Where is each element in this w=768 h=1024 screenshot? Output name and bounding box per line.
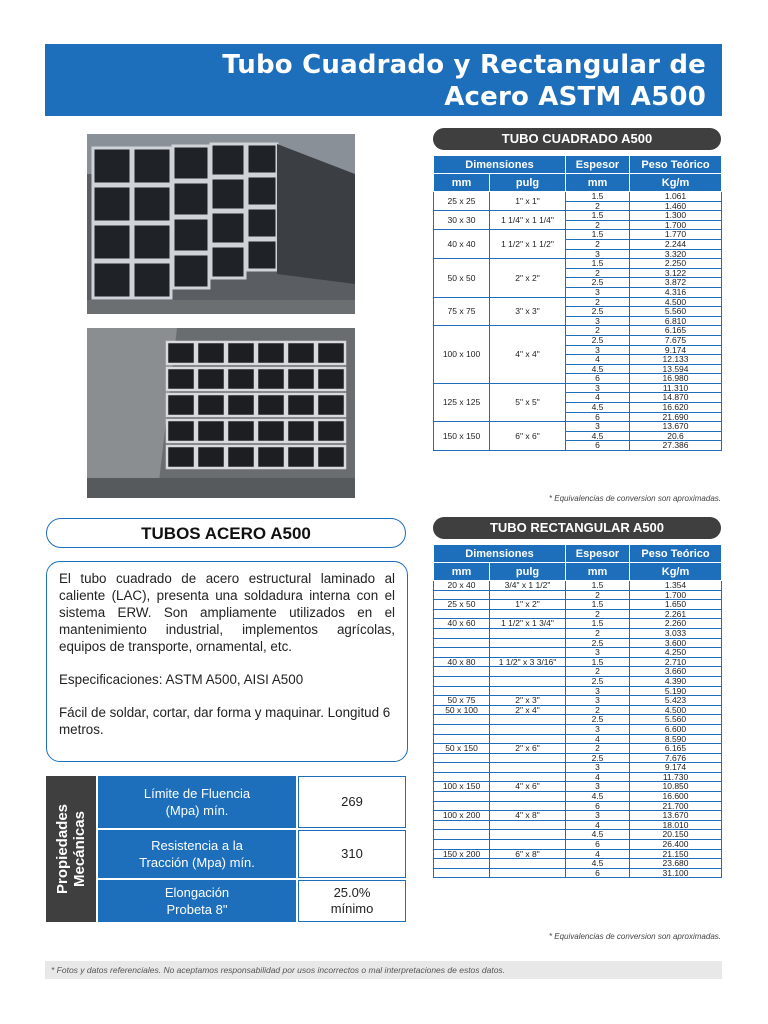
property-label-line: Límite de Fluencia xyxy=(143,786,251,801)
dimension-mm-cell: 100 x 150 xyxy=(434,782,490,792)
weight-cell: 3.033 xyxy=(630,628,722,638)
property-value-yield xyxy=(298,776,406,828)
dimension-mm-cell xyxy=(434,820,490,830)
thickness-cell: 3 xyxy=(566,287,630,297)
dimension-pulg-cell xyxy=(490,676,566,686)
weight-cell: 5.560 xyxy=(630,715,722,725)
property-value-elongation xyxy=(298,880,406,922)
rectangular-tubes-photo xyxy=(87,328,355,498)
weight-cell: 18.010 xyxy=(630,820,722,830)
square-tube-table xyxy=(433,155,722,451)
subheader-kgm: Kg/m xyxy=(630,174,722,192)
dimension-mm-cell: 40 x 40 xyxy=(434,230,490,259)
thickness-cell: 2.5 xyxy=(566,307,630,317)
dimension-mm-cell: 50 x 150 xyxy=(434,744,490,754)
table-row xyxy=(434,648,722,658)
weight-cell: 1.700 xyxy=(630,590,722,600)
weight-cell: 2.250 xyxy=(630,259,722,269)
dimension-pulg-cell xyxy=(490,667,566,677)
property-value-line: 310 xyxy=(341,846,363,861)
table-row xyxy=(434,259,722,269)
thickness-cell: 1.5 xyxy=(566,259,630,269)
dimension-pulg-cell: 6" x 8" xyxy=(490,849,566,859)
thickness-cell: 6 xyxy=(566,374,630,384)
thickness-cell: 6 xyxy=(566,412,630,422)
table-row xyxy=(434,628,722,638)
table-row xyxy=(434,868,722,878)
property-value-line: mínimo xyxy=(330,901,374,916)
square-tubes-photo xyxy=(87,134,355,314)
dimension-mm-cell: 75 x 75 xyxy=(434,297,490,326)
weight-cell: 27.386 xyxy=(630,441,722,451)
weight-cell: 1.650 xyxy=(630,600,722,610)
thickness-cell: 2 xyxy=(566,744,630,754)
weight-cell: 14.870 xyxy=(630,393,722,403)
dimension-pulg-cell: 4" x 4" xyxy=(490,326,566,384)
weight-cell: 1.300 xyxy=(630,211,722,221)
weight-cell: 16.620 xyxy=(630,403,722,413)
dimension-pulg-cell: 2" x 2" xyxy=(490,259,566,297)
dimension-mm-cell: 25 x 50 xyxy=(434,600,490,610)
property-value-line: 269 xyxy=(341,794,363,809)
thickness-cell: 2 xyxy=(566,667,630,677)
weight-cell: 10.850 xyxy=(630,782,722,792)
weight-cell: 13.670 xyxy=(630,422,722,432)
thickness-cell: 3 xyxy=(566,811,630,821)
thickness-cell: 4 xyxy=(566,355,630,365)
thickness-cell: 3 xyxy=(566,782,630,792)
weight-cell: 3.872 xyxy=(630,278,722,288)
weight-cell: 3.122 xyxy=(630,268,722,278)
weight-cell: 2.261 xyxy=(630,609,722,619)
page-title-line2: Acero ASTM A500 xyxy=(444,82,706,112)
weight-cell: 21.700 xyxy=(630,801,722,811)
weight-cell: 7.676 xyxy=(630,753,722,763)
dimension-pulg-cell: 6" x 6" xyxy=(490,422,566,451)
thickness-cell: 6 xyxy=(566,868,630,878)
weight-cell: 9.174 xyxy=(630,763,722,773)
dimension-pulg-cell: 4" x 8" xyxy=(490,811,566,821)
weight-cell: 4.500 xyxy=(630,297,722,307)
weight-cell: 20.150 xyxy=(630,830,722,840)
dimension-pulg-cell xyxy=(490,763,566,773)
weight-cell: 6.600 xyxy=(630,724,722,734)
thickness-cell: 2.5 xyxy=(566,278,630,288)
dimension-pulg-cell xyxy=(490,840,566,850)
page-title-line1: Tubo Cuadrado y Rectangular de xyxy=(222,50,706,80)
thickness-cell: 2 xyxy=(566,326,630,336)
property-value-tensile xyxy=(298,830,406,878)
weight-cell: 5.423 xyxy=(630,696,722,706)
table-row xyxy=(434,811,722,821)
rectangular-tube-table xyxy=(433,544,722,878)
thickness-cell: 1.5 xyxy=(566,600,630,610)
weight-cell: 23.680 xyxy=(630,859,722,869)
thickness-cell: 2.5 xyxy=(566,676,630,686)
table-row xyxy=(434,792,722,802)
dimension-pulg-cell xyxy=(490,792,566,802)
subheader-kgm: Kg/m xyxy=(630,563,722,581)
dimension-mm-cell xyxy=(434,676,490,686)
specifications-text: Especificaciones: ASTM A500, AISI A500 xyxy=(59,672,304,687)
weight-cell: 12.133 xyxy=(630,355,722,365)
header-dimensiones: Dimensiones xyxy=(434,545,566,563)
thickness-cell: 1.5 xyxy=(566,581,630,591)
dimension-mm-cell: 50 x 100 xyxy=(434,705,490,715)
dimension-pulg-cell: 4" x 6" xyxy=(490,782,566,792)
weight-cell: 6.165 xyxy=(630,326,722,336)
rect-table-note: * Equivalencias de conversion son aproximadas. xyxy=(548,932,721,941)
subheader-mm: mm xyxy=(566,563,630,581)
thickness-cell: 2 xyxy=(566,220,630,230)
thickness-cell: 2 xyxy=(566,239,630,249)
dimension-mm-cell xyxy=(434,792,490,802)
dimension-pulg-cell xyxy=(490,648,566,658)
thickness-cell: 2 xyxy=(566,609,630,619)
thickness-cell: 6 xyxy=(566,441,630,451)
property-label-line: (Mpa) mín. xyxy=(165,803,229,818)
description-box xyxy=(46,561,408,762)
dimension-mm-cell: 100 x 100 xyxy=(434,326,490,384)
dimension-pulg-cell: 1 1/2" x 1 1/2" xyxy=(490,230,566,259)
weight-cell: 21.690 xyxy=(630,412,722,422)
weight-cell: 2.244 xyxy=(630,239,722,249)
weight-cell: 2.710 xyxy=(630,657,722,667)
subheader-pulg: pulg xyxy=(490,563,566,581)
dimension-mm-cell xyxy=(434,859,490,869)
thickness-cell: 2 xyxy=(566,201,630,211)
property-label-yield xyxy=(98,776,296,828)
table-row xyxy=(434,715,722,725)
thickness-cell: 2.5 xyxy=(566,715,630,725)
dimension-mm-cell: 100 x 200 xyxy=(434,811,490,821)
thickness-cell: 1.5 xyxy=(566,230,630,240)
dimension-pulg-cell: 5" x 5" xyxy=(490,383,566,421)
thickness-cell: 4 xyxy=(566,849,630,859)
dimension-mm-cell xyxy=(434,763,490,773)
dimension-mm-cell xyxy=(434,724,490,734)
weight-cell: 16.600 xyxy=(630,792,722,802)
thickness-cell: 6 xyxy=(566,801,630,811)
thickness-cell: 1.5 xyxy=(566,192,630,202)
thickness-cell: 4.5 xyxy=(566,859,630,869)
thickness-cell: 3 xyxy=(566,316,630,326)
table-row xyxy=(434,763,722,773)
subheader-mm: mm xyxy=(434,563,490,581)
table-row xyxy=(434,676,722,686)
dimension-pulg-cell xyxy=(490,638,566,648)
weight-cell: 11.310 xyxy=(630,383,722,393)
page-header xyxy=(45,44,722,116)
table-row xyxy=(434,581,722,591)
square-table-note: * Equivalencias de conversion son aproximadas. xyxy=(548,494,721,503)
thickness-cell: 3 xyxy=(566,345,630,355)
thickness-cell: 2.5 xyxy=(566,335,630,345)
header-espesor: Espesor xyxy=(566,545,630,563)
dimension-mm-cell: 150 x 150 xyxy=(434,422,490,451)
weight-cell: 5.560 xyxy=(630,307,722,317)
description-text: El tubo cuadrado de acero estructural laminado al caliente (LAC), presenta una soldadura interna con el sistema ERW. Son ampliamente utilizados en el mantenimiento industrial, implementos agrícolas, equipos de transporte, ornamental, etc. xyxy=(59,571,395,654)
square-table-title: TUBO CUADRADO A500 xyxy=(433,128,721,150)
table-row xyxy=(434,422,722,432)
thickness-cell: 4.5 xyxy=(566,792,630,802)
properties-label-line2: Mecánicas xyxy=(71,811,88,887)
features-text: Fácil de soldar, cortar, dar forma y maquinar. Longitud 6 metros. xyxy=(59,705,391,737)
properties-label-line1: Propiedades xyxy=(54,803,71,895)
thickness-cell: 4 xyxy=(566,734,630,744)
properties-side-label xyxy=(46,776,96,922)
dimension-pulg-cell xyxy=(490,628,566,638)
thickness-cell: 1.5 xyxy=(566,657,630,667)
thickness-cell: 2.5 xyxy=(566,753,630,763)
table-row xyxy=(434,211,722,221)
weight-cell: 4.500 xyxy=(630,705,722,715)
dimension-pulg-cell: 1 1/2" x 1 3/4" xyxy=(490,619,566,629)
dimension-mm-cell xyxy=(434,628,490,638)
dimension-pulg-cell xyxy=(490,868,566,878)
property-label-line: Tracción (Mpa) mín. xyxy=(139,855,255,870)
thickness-cell: 1.5 xyxy=(566,619,630,629)
weight-cell: 3.660 xyxy=(630,667,722,677)
weight-cell: 9.174 xyxy=(630,345,722,355)
dimension-pulg-cell: 1 1/2" x 3 3/16" xyxy=(490,657,566,667)
dimension-pulg-cell: 3" x 3" xyxy=(490,297,566,326)
disclaimer-footer: * Fotos y datos referenciales. No aceptamos responsabilidad por usos incorrectos o mal interpretaciones de estos datos. xyxy=(45,961,722,979)
dimension-mm-cell xyxy=(434,753,490,763)
weight-cell: 20.6 xyxy=(630,431,722,441)
dimension-mm-cell xyxy=(434,667,490,677)
dimension-pulg-cell: 3/4" x 1 1/2" xyxy=(490,581,566,591)
dimension-pulg-cell: 2" x 6" xyxy=(490,744,566,754)
weight-cell: 6.810 xyxy=(630,316,722,326)
weight-cell: 1.061 xyxy=(630,192,722,202)
tubos-title: TUBOS ACERO A500 xyxy=(46,518,406,548)
thickness-cell: 2 xyxy=(566,590,630,600)
thickness-cell: 4 xyxy=(566,393,630,403)
dimension-mm-cell xyxy=(434,840,490,850)
dimension-pulg-cell: 2" x 3" xyxy=(490,696,566,706)
property-value-line: 25.0% xyxy=(333,885,371,900)
thickness-cell: 3 xyxy=(566,724,630,734)
thickness-cell: 2 xyxy=(566,297,630,307)
dimension-pulg-cell: 1 1/4" x 1 1/4" xyxy=(490,211,566,230)
weight-cell: 31.100 xyxy=(630,868,722,878)
dimension-mm-cell: 20 x 40 xyxy=(434,581,490,591)
thickness-cell: 3 xyxy=(566,383,630,393)
dimension-pulg-cell: 2" x 4" xyxy=(490,705,566,715)
header-dimensiones: Dimensiones xyxy=(434,156,566,174)
table-row xyxy=(434,840,722,850)
dimension-mm-cell xyxy=(434,830,490,840)
thickness-cell: 2.5 xyxy=(566,638,630,648)
weight-cell: 2.260 xyxy=(630,619,722,629)
thickness-cell: 1.5 xyxy=(566,211,630,221)
dimension-mm-cell: 25 x 25 xyxy=(434,192,490,211)
dimension-pulg-cell xyxy=(490,820,566,830)
weight-cell: 4.250 xyxy=(630,648,722,658)
weight-cell: 1.700 xyxy=(630,220,722,230)
weight-cell: 4.390 xyxy=(630,676,722,686)
table-row xyxy=(434,696,722,706)
property-label-line: Resistencia a la xyxy=(151,838,243,853)
dimension-mm-cell: 150 x 200 xyxy=(434,849,490,859)
table-row xyxy=(434,724,722,734)
dimension-pulg-cell: 1" x 2" xyxy=(490,600,566,610)
header-peso: Peso Teórico xyxy=(630,156,722,174)
thickness-cell: 4 xyxy=(566,820,630,830)
thickness-cell: 4.5 xyxy=(566,403,630,413)
weight-cell: 1.354 xyxy=(630,581,722,591)
weight-cell: 13.594 xyxy=(630,364,722,374)
thickness-cell: 3 xyxy=(566,422,630,432)
dimension-pulg-cell xyxy=(490,715,566,725)
thickness-cell: 4.5 xyxy=(566,364,630,374)
weight-cell: 13.670 xyxy=(630,811,722,821)
thickness-cell: 3 xyxy=(566,249,630,259)
dimension-mm-cell: 50 x 75 xyxy=(434,696,490,706)
weight-cell: 3.600 xyxy=(630,638,722,648)
thickness-cell: 4.5 xyxy=(566,830,630,840)
dimension-pulg-cell xyxy=(490,724,566,734)
dimension-mm-cell: 30 x 30 xyxy=(434,211,490,230)
thickness-cell: 4.5 xyxy=(566,431,630,441)
weight-cell: 6.165 xyxy=(630,744,722,754)
table-row xyxy=(434,326,722,336)
weight-cell: 5.190 xyxy=(630,686,722,696)
property-label-elongation xyxy=(98,880,296,922)
weight-cell: 26.400 xyxy=(630,840,722,850)
weight-cell: 1.770 xyxy=(630,230,722,240)
table-row xyxy=(434,192,722,202)
dimension-mm-cell xyxy=(434,638,490,648)
dimension-mm-cell xyxy=(434,648,490,658)
thickness-cell: 3 xyxy=(566,648,630,658)
thickness-cell: 2 xyxy=(566,628,630,638)
thickness-cell: 2 xyxy=(566,705,630,715)
dimension-pulg-cell xyxy=(490,859,566,869)
dimension-mm-cell: 50 x 50 xyxy=(434,259,490,297)
weight-cell: 21.150 xyxy=(630,849,722,859)
weight-cell: 8.590 xyxy=(630,734,722,744)
header-peso: Peso Teórico xyxy=(630,545,722,563)
weight-cell: 1.460 xyxy=(630,201,722,211)
thickness-cell: 3 xyxy=(566,763,630,773)
weight-cell: 16.980 xyxy=(630,374,722,384)
dimension-pulg-cell xyxy=(490,753,566,763)
rect-table-title: TUBO RECTANGULAR A500 xyxy=(433,517,721,539)
dimension-mm-cell: 125 x 125 xyxy=(434,383,490,421)
thickness-cell: 2 xyxy=(566,268,630,278)
property-label-tensile xyxy=(98,830,296,878)
dimension-pulg-cell xyxy=(490,830,566,840)
subheader-pulg: pulg xyxy=(490,174,566,192)
subheader-mm: mm xyxy=(566,174,630,192)
subheader-mm: mm xyxy=(434,174,490,192)
thickness-cell: 6 xyxy=(566,840,630,850)
weight-cell: 3.320 xyxy=(630,249,722,259)
table-row xyxy=(434,859,722,869)
dimension-pulg-cell: 1" x 1" xyxy=(490,192,566,211)
table-row xyxy=(434,667,722,677)
header-espesor: Espesor xyxy=(566,156,630,174)
dimension-mm-cell: 40 x 80 xyxy=(434,657,490,667)
table-row xyxy=(434,744,722,754)
property-label-line: Elongación xyxy=(164,885,230,900)
thickness-cell: 3 xyxy=(566,696,630,706)
thickness-cell: 4 xyxy=(566,772,630,782)
dimension-mm-cell xyxy=(434,715,490,725)
thickness-cell: 3 xyxy=(566,686,630,696)
table-row xyxy=(434,600,722,610)
weight-cell: 11.730 xyxy=(630,772,722,782)
weight-cell: 4.316 xyxy=(630,287,722,297)
property-label-line: Probeta 8" xyxy=(166,902,228,917)
dimension-mm-cell xyxy=(434,868,490,878)
weight-cell: 7.675 xyxy=(630,335,722,345)
dimension-mm-cell: 40 x 60 xyxy=(434,619,490,629)
